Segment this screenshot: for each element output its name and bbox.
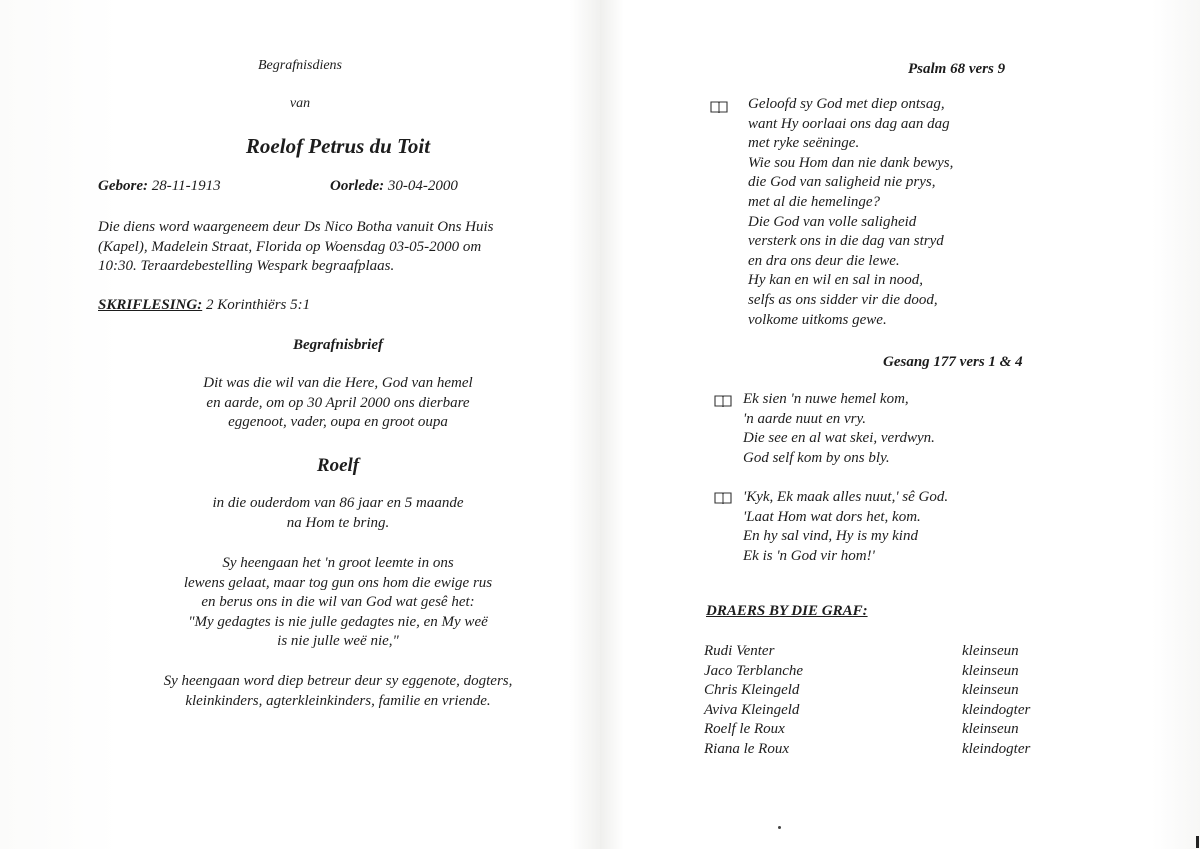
open-book-icon — [714, 491, 732, 504]
psalm-line: selfs as ons sidder vir die dood, — [748, 291, 938, 308]
died-label: Oorlede: — [330, 178, 385, 194]
open-book-icon — [710, 100, 728, 113]
letter-line: en berus ons in die wil van God wat gesê het: — [201, 594, 475, 610]
bearer-row — [704, 643, 1104, 663]
bearer-name: Jaco Terblanche — [704, 662, 804, 679]
service-title: Begrafnisdiens — [258, 58, 342, 73]
psalm-line: volkome uitkoms gewe. — [748, 311, 887, 328]
bearer-relation: kleindogter — [962, 740, 1031, 757]
letter-para-3 — [0, 555, 676, 653]
letter-line: kleinkinders, agterkleinkinders, familie en vriende. — [185, 692, 491, 709]
died-date: 30-04-2000 — [387, 178, 458, 194]
bearer-row — [704, 702, 1104, 722]
service-line: Die diens word waargeneem deur Ds Nico Botha vanuit Ons Huis — [98, 219, 494, 235]
service-details — [98, 219, 494, 278]
edge-mark — [1196, 836, 1199, 848]
bearer-row — [704, 741, 1104, 761]
bearer-relation: kleinseun — [962, 682, 1019, 698]
bearers-title: DRAERS BY DIE GRAF: — [706, 603, 868, 619]
first-name: Roelf — [316, 455, 360, 476]
gesang-title: Gesang 177 vers 1 & 4 — [883, 354, 1023, 370]
letter-title: Begrafnisbrief — [293, 337, 383, 353]
letter-line: lewens gelaat, maar tog gun ons hom die ewige rus — [183, 574, 493, 591]
gesang-line: God self kom by ons bly. — [743, 449, 890, 466]
letter-line: Dit was die wil van die Here, God van hemel — [203, 375, 473, 391]
born-row — [98, 178, 221, 195]
bearer-row — [704, 663, 1104, 683]
psalm-title: Psalm 68 vers 9 — [908, 61, 1006, 77]
letter-line: na Hom te bring. — [286, 514, 390, 531]
reading-ref: 2 Korinthiërs 5:1 — [205, 297, 311, 313]
letter-line: en aarde, om op 30 April 2000 ons dierbare — [206, 394, 470, 411]
scripture-reading — [98, 297, 310, 314]
letter-para-2 — [0, 495, 676, 534]
gesang-line: En hy sal vind, Hy is my kind — [743, 528, 918, 545]
gesang-line: 'n aarde nuut en vry. — [743, 410, 867, 427]
died-row — [330, 178, 458, 195]
bearer-row — [704, 721, 1104, 741]
service-line: (Kapel), Madelein Straat, Florida op Woensdag 03-05-2000 om — [98, 238, 482, 255]
psalm-line: Die God van volle saligheid — [748, 213, 917, 230]
psalm-line: met al die hemelinge? — [748, 193, 881, 210]
psalm-line: die God van saligheid nie prys, — [748, 174, 936, 191]
bearer-name: Riana le Roux — [704, 740, 789, 757]
gesang-verse-1 — [743, 391, 935, 469]
bearer-name: Aviva Kleingeld — [704, 701, 800, 718]
psalm-line: Geloofd sy God met diep ontsag, — [748, 96, 945, 112]
born-date: 28-11-1913 — [151, 178, 221, 194]
psalm-verse — [748, 96, 953, 331]
letter-line: "My gedagtes is nie julle gedagtes nie, en My weë — [188, 613, 488, 630]
letter-line: Sy heengaan het 'n groot leemte in ons — [222, 555, 454, 571]
reading-label: SKRIFLESING: — [98, 297, 203, 313]
born-label: Gebore: — [98, 178, 148, 194]
letter-line: is nie julle weë nie," — [277, 633, 399, 649]
gesang-line: Die see en al wat skei, verdwyn. — [743, 430, 935, 447]
bearer-relation: kleinseun — [962, 662, 1019, 679]
bearers-list — [704, 643, 1104, 768]
bearer-relation: kleinseun — [962, 643, 1019, 659]
open-book-icon — [714, 394, 732, 407]
psalm-line: en dra ons deur die lewe. — [748, 252, 900, 269]
of-word: van — [289, 96, 311, 111]
bearer-name: Chris Kleingeld — [704, 682, 800, 698]
gesang-line: Ek sien 'n nuwe hemel kom, — [743, 391, 909, 407]
bearer-row — [704, 682, 1104, 702]
letter-para-4 — [0, 673, 676, 712]
gesang-line: Ek is 'n God vir hom!' — [743, 547, 875, 564]
right-page — [600, 0, 1200, 849]
gesang-verse-4 — [743, 489, 948, 567]
deceased-name: Roelof Petrus du Toit — [245, 134, 431, 158]
gesang-line: 'Kyk, Ek maak alles nuut,' sê God. — [743, 489, 949, 505]
psalm-line: Hy kan en wil en sal in nood, — [748, 272, 923, 289]
psalm-line: versterk ons in die dag van stryd — [748, 233, 944, 250]
bearer-name: Rudi Venter — [704, 643, 775, 659]
bearer-relation: kleindogter — [962, 701, 1031, 718]
psalm-line: Wie sou Hom dan nie dank bewys, — [748, 154, 954, 171]
ink-speck — [778, 826, 781, 829]
letter-line: eggenoot, vader, oupa en groot oupa — [228, 414, 448, 430]
service-line: 10:30. Teraardebestelling Wespark begraafplaas. — [98, 258, 395, 274]
letter-para-1 — [0, 375, 676, 434]
psalm-line: want Hy oorlaai ons dag aan dag — [748, 115, 950, 132]
letter-line: in die ouderdom van 86 jaar en 5 maande — [212, 495, 464, 511]
letter-line: Sy heengaan word diep betreur deur sy eggenote, dogters, — [163, 673, 513, 689]
bearer-relation: kleinseun — [962, 721, 1019, 737]
bearer-name: Roelf le Roux — [704, 721, 785, 737]
gesang-line: 'Laat Hom wat dors het, kom. — [743, 508, 921, 525]
psalm-line: met ryke seëninge. — [748, 135, 860, 152]
